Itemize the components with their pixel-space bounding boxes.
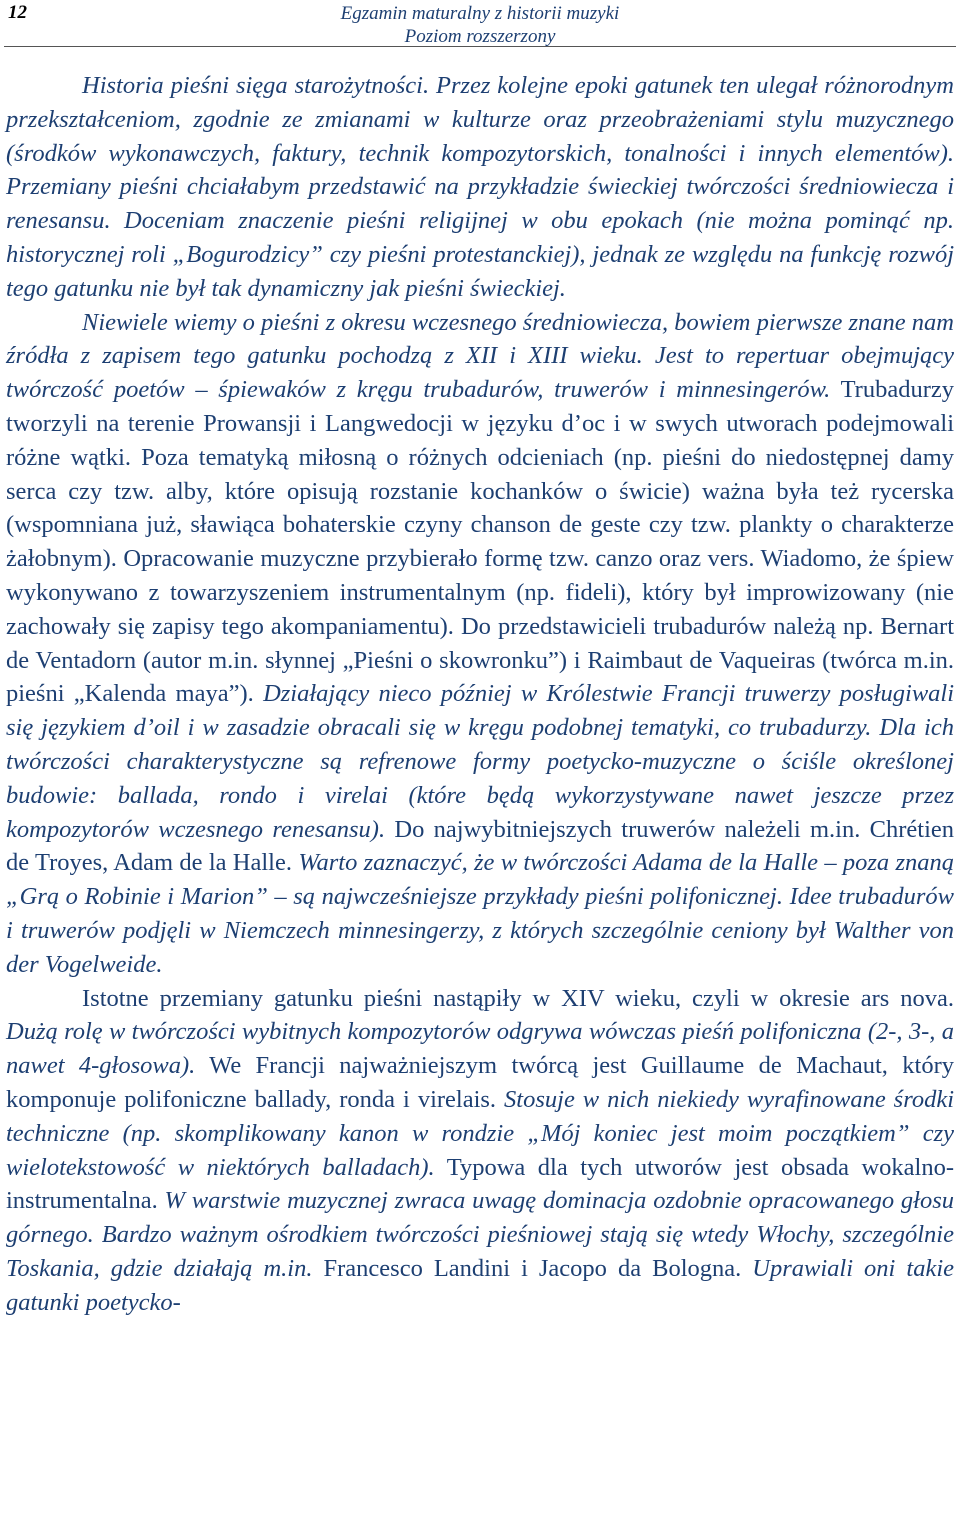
paragraph-1 bbox=[6, 69, 954, 306]
exam-title-line1: Egzamin maturalny z historii muzyki bbox=[340, 3, 620, 24]
exam-title bbox=[0, 2, 960, 48]
header-rule bbox=[4, 46, 956, 47]
sentence: Do najwybitniejszych truwerów należeli m.in. Chrétien de Troyes, Adam de la Halle. bbox=[6, 815, 955, 877]
sentence: Stosuje w nich niekiedy wyrafinowane środki techniczne (np. skomplikowany kanon w rondzie „Mój koniec jest moim początkiem” czy wielotekstowość w niektórych balladach). bbox=[6, 1085, 955, 1181]
sentence: Dużą rolę w twórczości wybitnych kompozytorów odgrywa wówczas pieśń polifoniczna (2-, 3-, a nawet 4-głosowa). bbox=[6, 1018, 954, 1080]
paragraph-3 bbox=[6, 982, 954, 1320]
sentence: Francesco Landini i Jacopo da Bologna. bbox=[323, 1254, 742, 1282]
paragraph-2 bbox=[6, 306, 954, 982]
essay-text bbox=[6, 69, 954, 1319]
sentence: Uprawiali oni takie gatunki poetycko- bbox=[6, 1254, 955, 1316]
sentence: Dla ich twórczości charakterystyczne są refrenowe formy poetycko-muzyczne o ściśle określonej budowie: ballada, rondo i virelai (które będą wykorzystywane nawet jeszcze przez kompozytorów wczesnego renesansu). bbox=[6, 714, 954, 843]
sentence: Działający nieco później w Królestwie Francji truwerzy posługiwali się językiem d’oil i w zasadzie obracali się w kręgu podobnej tematyki, co trubadurzy. bbox=[6, 680, 955, 742]
sentence: Idee trubadurów i truwerów podjęli w Niemczech minnesingerzy, z których szczególnie ceniony był Walther von der Vogelweide. bbox=[6, 883, 955, 978]
sentence: Niewiele wiemy o pieśni z okresu wczesnego średniowiecza, bowiem pierwsze znane nam źródła z zapisem tego gatunku pochodzą z XII i XIII wieku. bbox=[6, 308, 954, 370]
sentence: Historia pieśni sięga starożytności. bbox=[82, 72, 430, 99]
sentence: Warto zaznaczyć, że w twórczości Adama de la Halle – poza znaną „Grą o Robinie i Marion” – są najwcześniejsze przykłady pieśni polifonicznej. bbox=[6, 849, 955, 911]
sentence: Przez kolejne epoki gatunek ten ulegał różnorodnym przekształceniom, zgodnie ze zmianami w kulturze oraz przeobrażeniami stylu muzycznego (środków wykonawczych, faktury, technik kompozytorskich, tonalności i innych elementów). Przemiany pieśni chciałabym przedstawić na przykładzie świeckiej twórczości średniowiecza i renesansu. Doceniam znaczenie pieśni religijnej w obu epokach (nie można pominąć np. historycznej roli „Bogurodzicy” czy pieśni protestanckiej), jednak ze względu na funkcję rozwój tego gatunku nie był tak dynamiczny jak pieśni świeckiej. bbox=[6, 72, 954, 302]
page-number: 12 bbox=[8, 2, 27, 23]
sentence: Bardzo ważnym ośrodkiem twórczości pieśniowej stają się wtedy Włochy, szczególnie Toskania, gdzie działają m.in. bbox=[6, 1221, 954, 1282]
sentence: Typowa dla tych utworów jest obsada wokalno-instrumentalna. bbox=[6, 1153, 955, 1215]
page-header bbox=[0, 0, 960, 48]
sentence: Jest to repertuar obejmujący twórczość poetów – śpiewaków z kręgu trubadurów, truwerów i minnesingerów. bbox=[6, 342, 955, 404]
sentence: We Francji najważniejszym twórcą jest Guillaume de Machaut, który komponuje polifoniczne ballady, ronda i virelais. bbox=[6, 1052, 954, 1113]
sentence: W warstwie muzycznej zwraca uwagę dominacja ozdobnie opracowanego głosu górnego. bbox=[6, 1187, 954, 1249]
sentence: Istotne przemiany gatunku pieśni nastąpiły w XIV wieku, czyli w okresie ars nova. bbox=[82, 984, 954, 1012]
sentence: Trubadurzy tworzyli na terenie Prowansji i Langwedocji w języku d’oc i w swych utworach podejmowali różne wątki. Poza tematyką miłosną o różnych odcieniach (np. pieśni do niedostępnej damy serca czy tzw. alby, które opisują rozstanie kochanków o świcie) ważna była też rycerska (wspomniana już, sławiąca bohaterskie czyny chanson de geste czy tzw. plankty o charakterze żałobnym). Opracowanie muzyczne przybierało formę tzw. canzo oraz vers. Wiadomo, że śpiew wykonywano z towarzyszeniem instrumentalnym (np. fideli), który był improwizowany (nie zachowały się zapisy tego akompaniamentu). Do przedstawicieli trubadurów należą np. Bernart de Ventadorn (autor m.in. słynnej „Pieśni o skowronku”) i Raimbaut de Vaqueiras (twórca m.in. pieśni „Kalenda maya”). bbox=[6, 376, 954, 708]
exam-title-line2: Poziom rozszerzony bbox=[404, 26, 556, 47]
